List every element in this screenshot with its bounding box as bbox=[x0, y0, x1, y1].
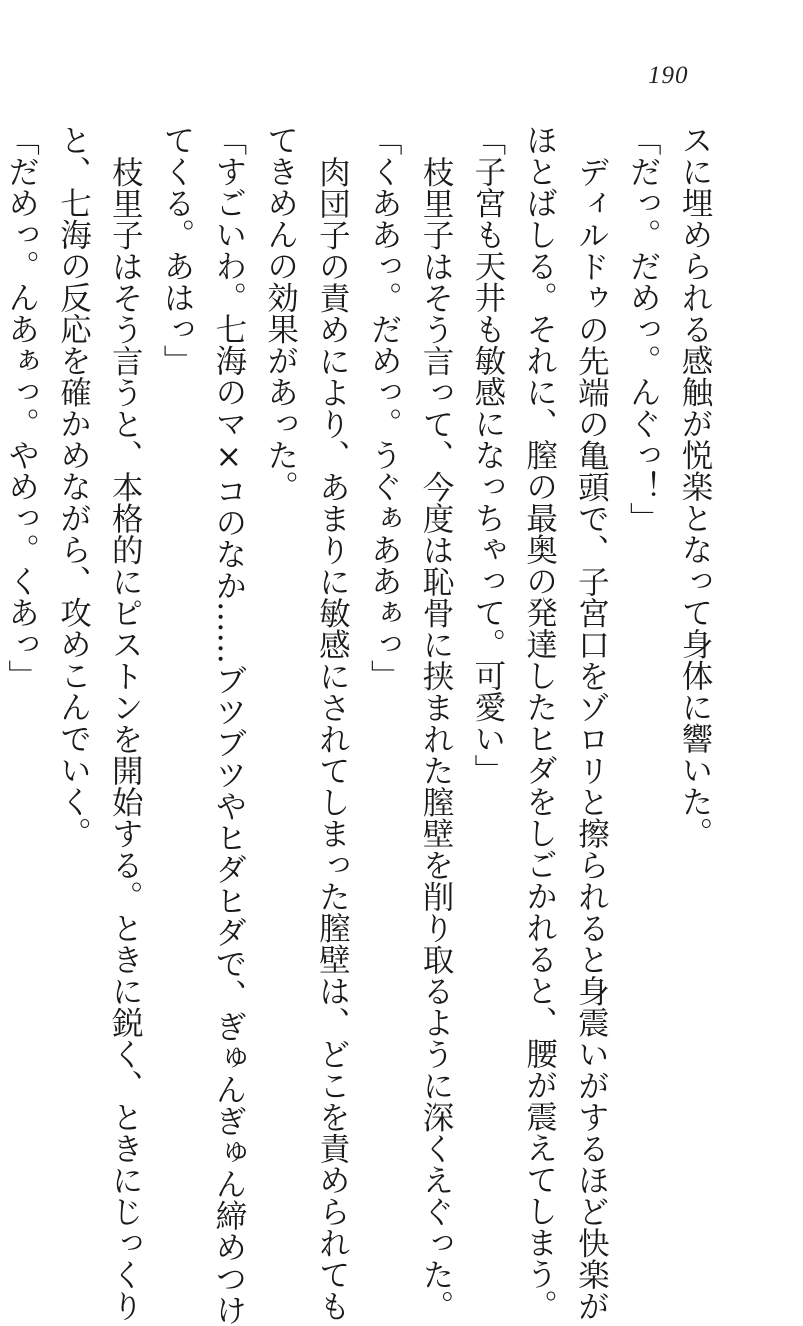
page-number: 190 bbox=[648, 62, 689, 89]
text-line: 肉団子の責めにより、あまりに敏感にされてしまった膣壁は、どこを責められても bbox=[314, 155, 351, 1321]
text-line: 「くああっ。だめっ。うぐぁああぁっ」 bbox=[366, 124, 403, 691]
text-line: 「だっ。だめっ。んぐっ！」 bbox=[625, 124, 662, 534]
text-line: ほとばしる。それに、膣の最奥の発達したヒダをしごかれると、腰が震えてしまう。 bbox=[521, 124, 558, 1321]
text-line: スに埋められる感触が悦楽となって身体に響いた。 bbox=[677, 124, 713, 849]
body-text bbox=[3, 124, 720, 1326]
text-line: ディルドゥの先端の亀頭で、子宮口をゾロリと擦られると身震いがするほど快楽が bbox=[573, 155, 610, 1321]
text-line: と、七海の反応を確かめながら、攻めこんでいく。 bbox=[55, 124, 92, 849]
text-line: 「だめっ。んあぁっ。やめっ。くあっ」 bbox=[3, 124, 40, 691]
text-line: 枝里子はそう言って、今度は恥骨に挟まれた膣壁を削り取るように深くえぐった。 bbox=[418, 155, 455, 1321]
text-line: 枝里子はそう言うと、本格的にピストンを開始する。ときに鋭く、ときにじっくり bbox=[107, 155, 144, 1321]
text-line: 「すごいわ。七海のマ×コのなか……ブツブツやヒダヒダで、ぎゅんぎゅん締めつけ bbox=[210, 124, 247, 1326]
text-line: 「子宮も天井も敏感になっちゃって。可愛い」 bbox=[469, 124, 506, 786]
text-line: てきめんの効果があった。 bbox=[262, 124, 299, 502]
text-line: てくる。あはっ」 bbox=[159, 124, 196, 376]
